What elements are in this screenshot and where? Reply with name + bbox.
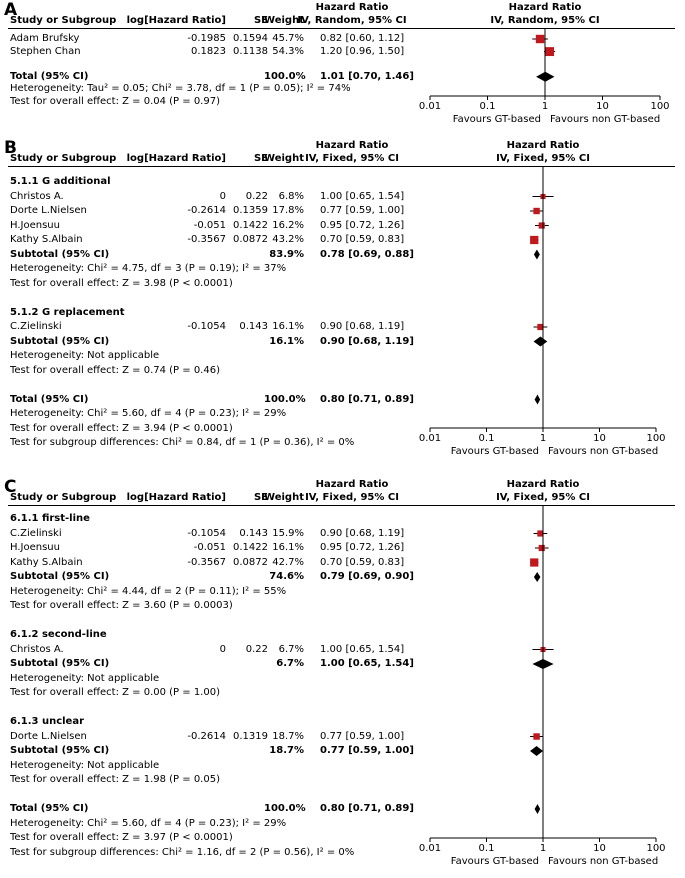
study-weight: 6.8%	[278, 190, 304, 202]
study-weight: 16.1%	[272, 321, 304, 332]
header-hazard-ratio-plot: Hazard Ratio	[506, 479, 580, 490]
statistics-note: Heterogeneity: Not applicable	[10, 672, 160, 684]
study-point-square	[530, 236, 538, 244]
study-ci: 0.70 [0.59, 0.83]	[320, 234, 405, 245]
x-axis-tick-label: 0.01	[418, 433, 442, 444]
favours-right-label: Favours non GT-based	[548, 856, 659, 867]
study-se: 0.1359	[233, 205, 268, 216]
total-label: Total (95% CI)	[10, 393, 89, 405]
study-name: Dorte L.Nielsen	[10, 730, 87, 742]
x-axis-tick-label: 1	[541, 101, 549, 112]
study-ci: 0.95 [0.72, 1.26]	[320, 219, 405, 231]
study-se: 0.1138	[233, 45, 268, 57]
x-axis-tick-label: 1	[539, 843, 547, 854]
study-name: H.Joensuu	[10, 219, 60, 231]
x-axis-tick-label: 100	[650, 101, 670, 112]
header-weight: Weight	[264, 492, 304, 503]
study-log-hr: -0.1985	[187, 33, 226, 44]
study-log-hr: -0.1054	[187, 321, 226, 332]
study-se: 0.22	[245, 643, 268, 655]
statistics-note: Test for overall effect: Z = 3.60 (P = 0.0003)	[10, 600, 233, 611]
study-log-hr: 0	[219, 190, 226, 202]
subtotal-label: Subtotal (95% CI)	[10, 745, 110, 756]
favours-left-label: Favours GT-based	[452, 114, 541, 125]
subtotal-weight: 16.1%	[269, 335, 304, 347]
study-weight: 45.7%	[272, 33, 304, 44]
study-name: Christos A.	[10, 643, 64, 655]
subgroup-label: 6.1.1 first-line	[10, 513, 90, 524]
statistics-note: Heterogeneity: Chi² = 4.75, df = 3 (P = 0.19); I² = 37%	[10, 263, 287, 274]
study-log-hr: 0.1823	[191, 45, 226, 57]
x-axis-tick-label: 10	[596, 101, 609, 112]
header-hazard-ratio-plot: Hazard Ratio	[508, 2, 582, 13]
study-weight: 16.2%	[272, 219, 304, 231]
study-name: Stephen Chan	[10, 45, 81, 57]
study-name: Kathy S.Albain	[10, 556, 83, 568]
subtotal-diamond	[534, 572, 541, 582]
statistics-note: Heterogeneity: Chi² = 4.44, df = 2 (P = 0.11); I² = 55%	[10, 585, 287, 597]
study-ci: 0.77 [0.59, 1.00]	[320, 205, 405, 216]
header-method-plot: IV, Fixed, 95% CI	[496, 153, 590, 164]
x-axis-tick-label: 0.01	[418, 843, 442, 854]
study-point-square	[530, 558, 538, 566]
study-weight: 15.9%	[272, 527, 304, 539]
statistics-note: Heterogeneity: Chi² = 5.60, df = 4 (P = 0.23); I² = 29%	[10, 408, 287, 419]
x-axis-tick-label: 10	[593, 843, 606, 854]
statistics-note: Test for overall effect: Z = 0.00 (P = 1.00)	[10, 687, 220, 698]
statistics-note: Heterogeneity: Not applicable	[10, 759, 160, 771]
statistics-note: Test for subgroup differences: Chi² = 1.16, df = 2 (P = 0.56), I² = 0%	[10, 846, 355, 858]
study-se: 0.22	[245, 190, 268, 202]
statistics-note: Heterogeneity: Chi² = 5.60, df = 4 (P = 0.23); I² = 29%	[10, 817, 287, 829]
total-diamond	[535, 804, 541, 814]
study-log-hr: -0.2614	[187, 205, 226, 216]
statistics-note: Heterogeneity: Not applicable	[10, 350, 160, 361]
statistics-note: Test for overall effect: Z = 3.98 (P < 0.0001)	[10, 277, 233, 289]
subtotal-label: Subtotal (95% CI)	[10, 248, 110, 260]
total-label: Total (95% CI)	[10, 70, 89, 82]
header-log-hazard-ratio: log[Hazard Ratio]	[126, 492, 226, 503]
favours-left-label: Favours GT-based	[450, 446, 539, 457]
subtotal-diamond	[534, 250, 540, 260]
x-axis-tick-label: 1	[539, 433, 547, 444]
study-se: 0.0872	[233, 234, 268, 245]
header-se: SE	[253, 153, 268, 164]
study-name: C.Zielinski	[10, 321, 62, 332]
header-study: Study or Subgroup	[10, 15, 117, 26]
header-hazard-ratio: Hazard Ratio	[315, 140, 389, 151]
header-method: IV, Fixed, 95% CI	[305, 492, 399, 503]
subgroup-label: 5.1.2 G replacement	[10, 306, 125, 318]
study-se: 0.1422	[233, 542, 268, 553]
subtotal-label: Subtotal (95% CI)	[10, 335, 110, 347]
study-ci: 1.00 [0.65, 1.54]	[320, 190, 405, 202]
x-axis-tick-label: 0.1	[478, 433, 495, 444]
study-se: 0.1319	[233, 730, 268, 742]
total-weight: 100.0%	[264, 393, 306, 405]
subtotal-label: Subtotal (95% CI)	[10, 571, 110, 582]
subtotal-ci: 0.90 [0.68, 1.19]	[320, 335, 414, 347]
study-se: 0.1594	[233, 33, 268, 44]
study-log-hr: -0.051	[193, 219, 226, 231]
subtotal-diamond	[530, 746, 543, 756]
study-se: 0.0872	[233, 556, 268, 568]
header-hazard-ratio: Hazard Ratio	[315, 479, 389, 490]
subtotal-ci: 0.78 [0.69, 0.88]	[320, 248, 414, 260]
x-axis-tick-label: 100	[646, 843, 666, 854]
study-point-square	[539, 222, 545, 228]
study-point-square	[539, 545, 545, 551]
study-weight: 42.7%	[272, 556, 304, 568]
statistics-note: Test for overall effect: Z = 0.04 (P = 0.97)	[10, 96, 220, 107]
header-study: Study or Subgroup	[10, 153, 117, 164]
favours-right-label: Favours non GT-based	[550, 114, 661, 125]
study-name: H.Joensuu	[10, 542, 60, 553]
x-axis-tick-label: 0.01	[418, 101, 442, 112]
subgroup-label: 6.1.2 second-line	[10, 629, 107, 640]
study-ci: 0.82 [0.60, 1.12]	[320, 33, 405, 44]
subtotal-ci: 0.79 [0.69, 0.90]	[320, 571, 414, 582]
study-ci: 0.77 [0.59, 1.00]	[320, 730, 405, 742]
study-log-hr: -0.3567	[187, 234, 226, 245]
header-hazard-ratio-plot: Hazard Ratio	[506, 140, 580, 151]
study-point-square	[533, 733, 539, 739]
subtotal-weight: 18.7%	[269, 745, 304, 756]
statistics-note: Test for overall effect: Z = 0.74 (P = 0.46)	[10, 364, 220, 376]
header-method: IV, Fixed, 95% CI	[305, 153, 399, 164]
total-label: Total (95% CI)	[10, 803, 89, 814]
header-method-plot: IV, Fixed, 95% CI	[496, 492, 590, 503]
total-ci: 1.01 [0.70, 1.46]	[320, 70, 414, 82]
subtotal-ci: 0.77 [0.59, 1.00]	[320, 745, 414, 756]
header-hazard-ratio: Hazard Ratio	[315, 2, 389, 13]
subtotal-diamond	[534, 337, 548, 347]
statistics-note: Test for subgroup differences: Chi² = 0.84, df = 1 (P = 0.36), I² = 0%	[10, 437, 355, 448]
study-point-square	[545, 47, 554, 56]
study-log-hr: -0.051	[193, 542, 226, 553]
x-axis-tick-label: 0.1	[479, 101, 496, 112]
study-point-square	[536, 35, 544, 43]
study-ci: 1.00 [0.65, 1.54]	[320, 643, 405, 655]
favours-right-label: Favours non GT-based	[548, 446, 659, 457]
study-log-hr: -0.1054	[187, 527, 226, 539]
header-weight: Weight	[264, 15, 304, 26]
header-weight: Weight	[264, 153, 304, 164]
study-se: 0.143	[239, 527, 268, 539]
study-weight: 43.2%	[272, 234, 304, 245]
study-weight: 17.8%	[272, 205, 304, 216]
study-log-hr: 0	[219, 643, 226, 655]
header-log-hazard-ratio: log[Hazard Ratio]	[126, 15, 226, 26]
x-axis-tick-label: 100	[646, 433, 666, 444]
subtotal-weight: 74.6%	[269, 571, 304, 582]
study-se: 0.143	[239, 321, 268, 332]
study-name: Kathy S.Albain	[10, 234, 83, 245]
study-ci: 0.90 [0.68, 1.19]	[320, 321, 405, 332]
header-se: SE	[253, 492, 268, 503]
header-log-hazard-ratio: log[Hazard Ratio]	[126, 153, 226, 164]
x-axis-tick-label: 0.1	[478, 843, 495, 854]
header-method-plot: IV, Random, 95% CI	[490, 15, 600, 26]
favours-left-label: Favours GT-based	[450, 856, 539, 867]
study-name: Dorte L.Nielsen	[10, 205, 87, 216]
study-weight: 16.1%	[272, 542, 304, 553]
subtotal-ci: 1.00 [0.65, 1.54]	[320, 658, 414, 669]
study-weight: 6.7%	[278, 643, 304, 655]
study-log-hr: -0.3567	[187, 556, 226, 568]
header-method: IV, Random, 95% CI	[297, 15, 407, 26]
total-weight: 100.0%	[264, 803, 306, 814]
header-study: Study or Subgroup	[10, 492, 117, 503]
study-log-hr: -0.2614	[187, 730, 226, 742]
statistics-note: Test for overall effect: Z = 3.97 (P < 0.0001)	[10, 832, 233, 843]
total-ci: 0.80 [0.71, 0.89]	[320, 803, 414, 814]
total-ci: 0.80 [0.71, 0.89]	[320, 393, 414, 405]
study-ci: 1.20 [0.96, 1.50]	[320, 45, 405, 57]
total-weight: 100.0%	[264, 70, 306, 82]
study-name: C.Zielinski	[10, 527, 62, 539]
study-point-square	[533, 208, 539, 214]
study-weight: 18.7%	[272, 730, 304, 742]
study-weight: 54.3%	[272, 45, 304, 57]
study-name: Adam Brufsky	[10, 33, 80, 44]
subtotal-label: Subtotal (95% CI)	[10, 658, 110, 669]
total-diamond	[535, 395, 541, 405]
statistics-note: Test for overall effect: Z = 1.98 (P = 0.05)	[10, 774, 220, 785]
study-se: 0.1422	[233, 219, 268, 231]
header-se: SE	[253, 15, 268, 26]
subgroup-label: 6.1.3 unclear	[10, 716, 85, 727]
study-ci: 0.95 [0.72, 1.26]	[320, 542, 405, 553]
panel-letter: A	[4, 0, 18, 20]
panel-letter: B	[4, 138, 17, 158]
study-ci: 0.90 [0.68, 1.19]	[320, 527, 405, 539]
subtotal-weight: 83.9%	[269, 248, 304, 260]
study-ci: 0.70 [0.59, 0.83]	[320, 556, 405, 568]
subtotal-weight: 6.7%	[276, 658, 304, 669]
subgroup-label: 5.1.1 G additional	[10, 176, 111, 187]
statistics-note: Heterogeneity: Tau² = 0.05; Chi² = 3.78, df = 1 (P = 0.05); I² = 74%	[10, 83, 351, 95]
statistics-note: Test for overall effect: Z = 3.94 (P < 0.0001)	[10, 422, 233, 434]
x-axis-tick-label: 10	[593, 433, 606, 444]
panel-letter: C	[4, 477, 17, 497]
study-name: Christos A.	[10, 190, 64, 202]
